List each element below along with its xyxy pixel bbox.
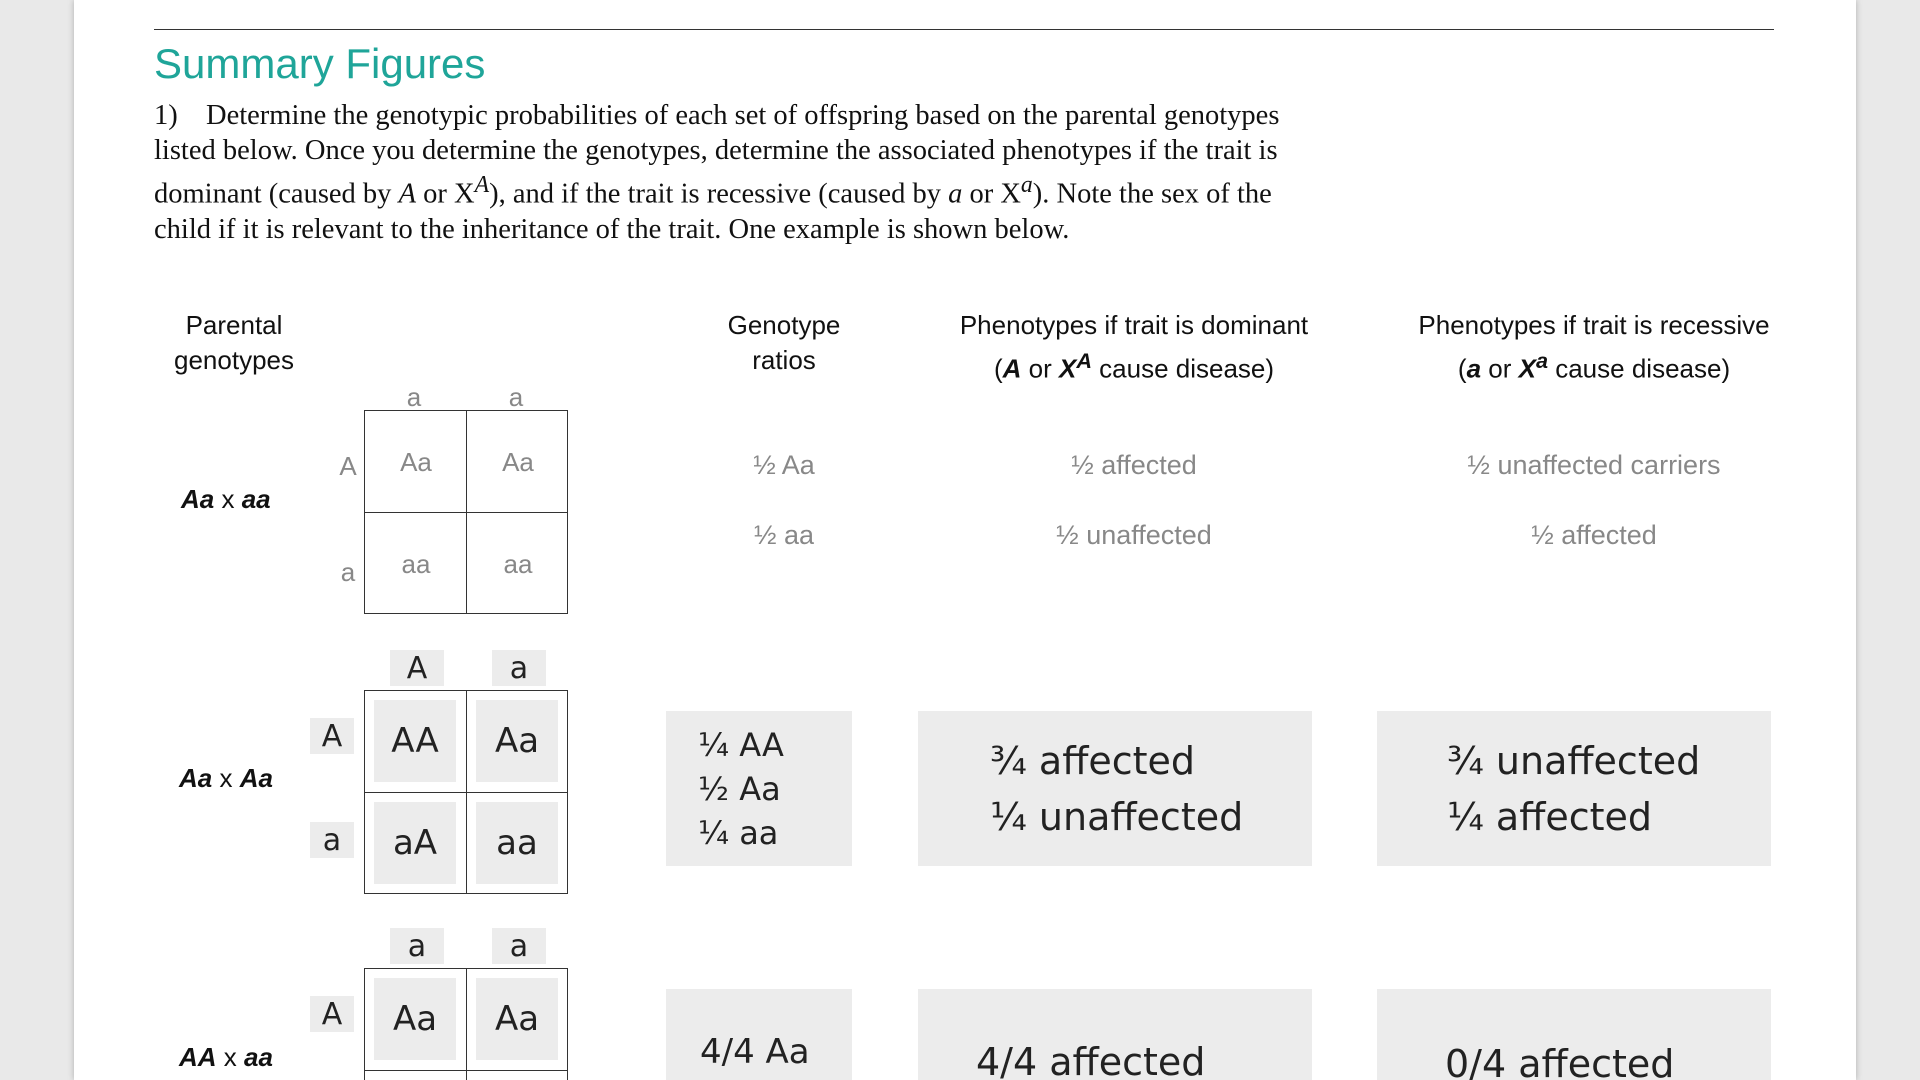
- punnett-1-cell: aa: [503, 548, 533, 579]
- example-recessive-1: ½ unaffected carriers: [1467, 450, 1721, 480]
- header-recessive-phenotypes: Phenotypes if trait is recessive (a or $X^a$ cause disease): [1418, 310, 1770, 384]
- answer-recessive-2: ¾ unaffected ¼ affected: [1377, 711, 1771, 866]
- punnett-2-cell: aa: [476, 802, 558, 884]
- example-dominant-2: ½ unaffected: [1056, 520, 1212, 550]
- punnett-3-cell: Aa: [476, 978, 558, 1060]
- example-genotype-1: ½ Aa: [753, 450, 815, 480]
- answer-genotypes-2: ¼ AA ½ Aa ¼ aa: [666, 711, 852, 866]
- punnett-1-row-label-2: a: [340, 557, 356, 587]
- header-parental-genotypes: Parental genotypes: [174, 310, 294, 375]
- example-recessive-2: ½ affected: [1531, 520, 1657, 550]
- punnett-square-2: [364, 690, 568, 894]
- answer-dominant-3: 4/4 affected: [918, 989, 1312, 1080]
- punnett-1-cell: aa: [401, 548, 431, 579]
- punnett-1-col-label-1: a: [406, 382, 422, 412]
- punnett-2-cell: AA: [374, 700, 456, 782]
- question-number: 1): [154, 100, 178, 131]
- parental-cross-2: Aa x Aa: [179, 763, 273, 793]
- punnett-2-row-label-2: a: [310, 822, 354, 858]
- worksheet-page: [74, 0, 1856, 1080]
- parental-cross-3: AA x aa: [179, 1042, 273, 1072]
- punnett-1-row-label-1: A: [339, 451, 357, 481]
- punnett-3-row-label-1: A: [310, 996, 354, 1032]
- answer-dominant-2: ¾ affected ¼ unaffected: [918, 711, 1312, 866]
- punnett-1-cell: Aa: [502, 446, 534, 477]
- punnett-2-col-label-2: a: [492, 650, 546, 686]
- header-dominant-phenotypes: Phenotypes if trait is dominant (A or $X^A$ cause disease): [959, 310, 1309, 384]
- punnett-3-cell: Aa: [374, 978, 456, 1060]
- punnett-2-cell: Aa: [476, 700, 558, 782]
- answer-genotypes-3: 4/4 Aa: [666, 989, 852, 1080]
- parental-cross-1: Aa x aa: [181, 484, 271, 514]
- punnett-2-cell: aA: [374, 802, 456, 884]
- punnett-2-row-label-1: A: [310, 718, 354, 754]
- punnett-3-col-label-1: a: [390, 928, 444, 964]
- punnett-square-3: [364, 968, 568, 1080]
- punnett-square-1: [364, 410, 568, 614]
- answer-recessive-3: 0/4 affected: [1377, 989, 1771, 1080]
- example-genotype-2: ½ aa: [753, 520, 815, 550]
- header-genotype-ratios: Genotype ratios: [727, 310, 841, 375]
- punnett-2-col-label-1: A: [390, 650, 444, 686]
- instructions-paragraph: 1) Determine the genotypic probabilities of each set of offspring based on the parental genotypes listed below. Once you determine the genotypes, determine the associated phenotypes if the trait is dominant (caused by A or $X^A$), and if the trait is recessive (caused by a or $X^a$). Note the sex of the child if it is relevant to the inheritance of the trait. One example is shown below.: [154, 100, 1280, 245]
- punnett-1-col-label-2: a: [508, 382, 524, 412]
- section-title: Summary Figures: [154, 40, 486, 87]
- punnett-1-cell: Aa: [400, 446, 432, 477]
- example-dominant-1: ½ affected: [1071, 450, 1197, 480]
- top-rule: [154, 29, 1774, 30]
- punnett-3-col-label-2: a: [492, 928, 546, 964]
